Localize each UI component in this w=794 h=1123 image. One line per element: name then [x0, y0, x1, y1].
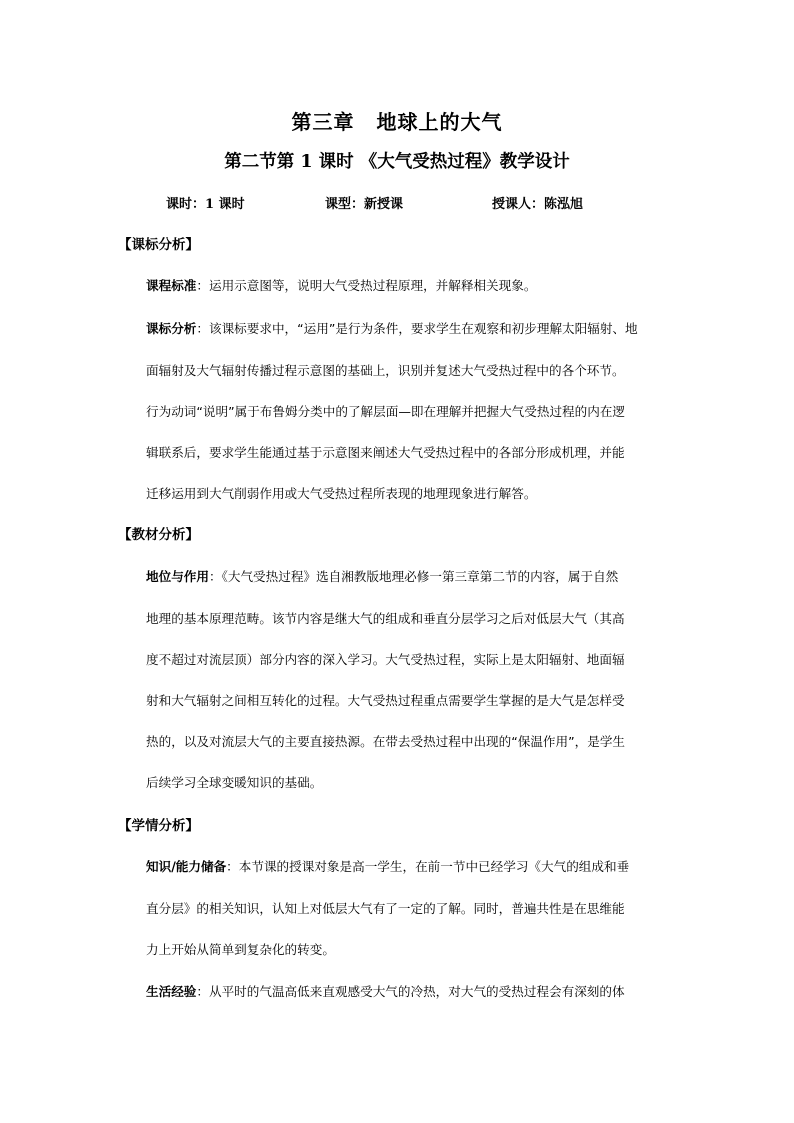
curriculum-analysis-line: 行为动词“说明”属于布鲁姆分类中的了解层面—即在理解并把握大气受热过程的内在逻	[146, 404, 626, 419]
learners-ability-label: 知识/能力储备	[146, 859, 227, 874]
paragraph-line	[146, 318, 638, 337]
chapter-title	[0, 106, 794, 135]
paragraph-line	[146, 856, 629, 875]
curriculum-analysis-line: 迁移运用到大气削弱作用或大气受热过程所表现的地理现象进行解答。	[146, 486, 537, 501]
section-heading-textbook: 【教材分析】	[118, 527, 199, 543]
section-heading-learners: 【学情分析】	[118, 818, 199, 834]
learners-ability-line: 直分层》的相关知识，认知上对低层大气有了一定的了解。同时，普遍共性是在思维能	[146, 901, 625, 916]
curriculum-standard-label: 课程标准	[146, 278, 197, 293]
paragraph-line	[146, 275, 536, 294]
meta-teacher: 授课人：陈泓旭	[492, 197, 584, 212]
textbook-role-label: 地位与作用	[146, 569, 209, 584]
textbook-role-line: ：《大气受热过程》选自湘教版地理必修一第三章第二节的内容，属于自然	[208, 569, 619, 584]
curriculum-analysis-line: 面辐射及大气辐射传播过程示意图的基础上，识别并复述大气受热过程中的各个环节。	[146, 363, 625, 378]
textbook-role-line: 度不超过对流层顶）部分内容的深入学习。大气受热过程，实际上是太阳辐射、地面辐	[146, 652, 625, 667]
lesson-title: 第二节第 1 课时 《大气受热过程》教学设计	[224, 152, 570, 172]
curriculum-standard-text: ：运用示意图等，说明大气受热过程原理，并解释相关现象。	[196, 278, 537, 293]
chapter-name: 地球上的大气	[376, 110, 503, 134]
textbook-role-line: 热的，以及对流层大气的主要直接热源。在带去受热过程中出现的“保温作用”，是学生	[146, 734, 626, 749]
meta-period: 课时：1 课时	[166, 197, 245, 212]
section-heading-curriculum: 【课标分析】	[118, 237, 199, 253]
paragraph-line	[146, 981, 625, 1000]
curriculum-analysis-line: 辑联系后，要求学生能通过基于示意图来阐述大气受热过程中的各部分形成机理，并能	[146, 445, 625, 460]
learners-experience-line: ：从平时的气温高低来直观感受大气的冷热，对大气的受热过程会有深刻的体	[196, 984, 625, 999]
chapter-number: 第三章	[291, 110, 355, 134]
curriculum-analysis-label: 课标分析	[146, 321, 197, 336]
paragraph-line	[146, 566, 618, 585]
textbook-role-line: 射和大气辐射之间相互转化的过程。大气受热过程重点需要学生掌握的是大气是怎样受	[146, 693, 625, 708]
textbook-role-line: 后续学习全球变暖知识的基础。	[146, 775, 323, 790]
meta-lesson-type: 课型：新授课	[325, 197, 404, 212]
curriculum-analysis-line: ：该课标要求中，“运用”是行为条件，要求学生在观察和初步理解太阳辐射、地	[196, 321, 638, 336]
learners-ability-line: 力上开始从简单到复杂化的转变。	[146, 942, 335, 957]
textbook-role-line: 地理的基本原理范畴。该节内容是继大气的组成和垂直分层学习之后对低层大气（其高	[146, 611, 625, 626]
learners-experience-label: 生活经验	[146, 984, 197, 999]
learners-ability-line: ：本节课的授课对象是高一学生，在前一节中已经学习《大气的组成和垂	[226, 859, 630, 874]
